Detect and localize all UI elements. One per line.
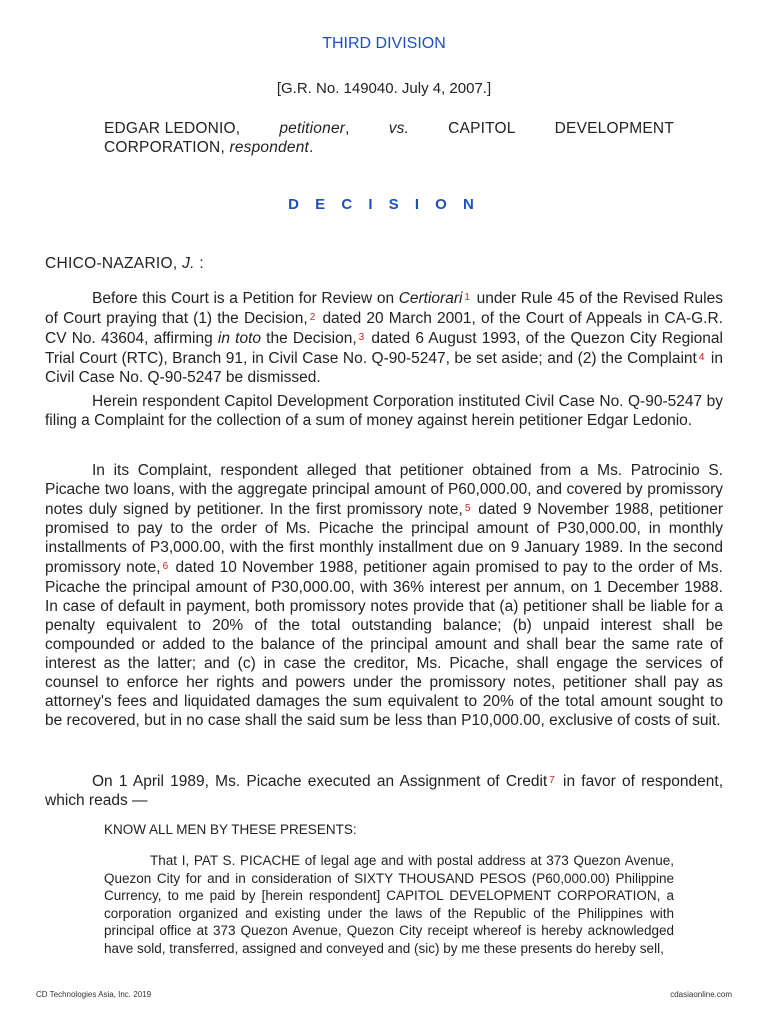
parties-line-2: CORPORATION, respondent. [104,139,314,156]
versus-label: vs. [388,120,410,137]
petitioner-role: petitioner [279,120,346,137]
division-heading: THIRD DIVISION [322,35,446,52]
respondent-name-1: CAPITOL [448,120,516,137]
ponente [45,255,204,273]
case-number: [G.R. No. 149040. July 4, 2007.] [276,80,492,97]
footnote-link-7[interactable]: 7 [549,775,555,786]
paragraph-3: In its Complaint, respondent alleged that petitioner obtained from a Ms. Patrocinio S. Picache two loans, with the aggregate principal amount of P60,000.00, and covered by promissory notes duly signed by petitioner. In the first promissory note, $^5$ dated 9 November 1988, petitioner promised to pay to the order of Ms. Picache the principal amount of P30,000.00, in monthly installments of P3,000.00, with the first monthly installment due on 9 January 1989. In the second promissory note, $^6$ dated 10 November 1988, petitioner again promised to pay to the order of Ms. Picache the principal amount of P30,000.00, with 36% interest per annum, on 1 December 1988. In case of default in payment, both promissory notes provide that (a) petitioner shall be liable for a penalty equivalent to 20% of the total outstanding balance; (b) unpaid interest shall be compounded or added to the balance of the principal amount and shall bear the same rate of interest as the latter; and (c) in case the creditor, Ms. Picache, shall engage the services of counsel to enforce her rights and powers under the promissory notes, petitioner shall pay as attorney's fees and liquidated damages the sum equivalent to 20% of the total amount sought to be recovered, but in no case shall the said sum be less than P10,000.00, exclusive of costs of suit. [45,462,723,730]
footnote-link-1[interactable]: 1 [464,292,470,303]
footer-copyright: CD Technologies Asia, Inc. 2019 [36,990,152,999]
case-parties [104,119,674,157]
ponente-colon: : [199,255,205,272]
ponente-name: CHICO-NAZARIO, [45,255,178,272]
respondent-role: respondent [229,139,310,156]
paragraph-1: Before this Court is a Petition for Review on Certiorari $^1$ under Rule 45 of the Revised Rules of Court praying that (1) the Decision, $^2$ dated 20 March 2001, of the Court of Appeals in CA-G.R. CV No. 43604, affirming in toto the Decision, $^3$ dated 6 August 1993, of the Quezon City Regional Trial Court (RTC), Branch 91, in Civil Case No. Q-90-5247, be set aside; and (2) the Complaint $^4$ in Civil Case No. Q-90-5247 be dismissed. [45,290,723,387]
decision-title: D E C I S I O N [288,196,480,213]
respondent-name-2: DEVELOPMENT [554,120,674,137]
paragraph-4: On 1 April 1989, Ms. Picache executed an Assignment of Credit $^7$ in favor of respondent, which reads — [45,773,723,810]
parties-line-1: EDGAR LEDONIO, petitioner, vs. CAPITOL DEVELOPMENT [104,120,674,137]
paragraph-2: Herein respondent Capitol Development Corporation instituted Civil Case No. Q-90-5247 by filing a Complaint for the collection of a sum of money against herein petitioner Edgar Ledonio. [45,393,723,430]
footnote-link-3[interactable]: 3 [358,332,365,344]
quote-body: That I, PAT S. PICACHE of legal age and with postal address at 373 Quezon Avenue, Quezon City for and in consideration of SIXTY THOUSAND PESOS (P60,000.00) Philippine Currency, to me paid by [herein respondent] CAPITOL DEVELOPMENT CORPORATION, a corporation organized and existing under the laws of the Republic of the Philippines with principal office at 373 Quezon Avenue, Quezon City receipt whereof is hereby acknowledged have sold, transferred, assigned and conveyed and (sic) by me these presents do hereby sell, [104,853,674,956]
quote-heading: KNOW ALL MEN BY THESE PRESENTS: [104,822,357,837]
respondent-name-3: CORPORATION, [104,139,225,156]
ponente-title: J. [182,255,195,272]
footnote-link-5[interactable]: 5 [464,503,471,515]
footnote-link-6[interactable]: 6 [162,561,169,573]
petitioner-name: EDGAR LEDONIO, [104,120,241,137]
footnote-link-2[interactable]: 2 [309,312,316,324]
footnote-link-4[interactable]: 4 [698,352,705,364]
footer-website: cdasiaonline.com [670,990,732,999]
